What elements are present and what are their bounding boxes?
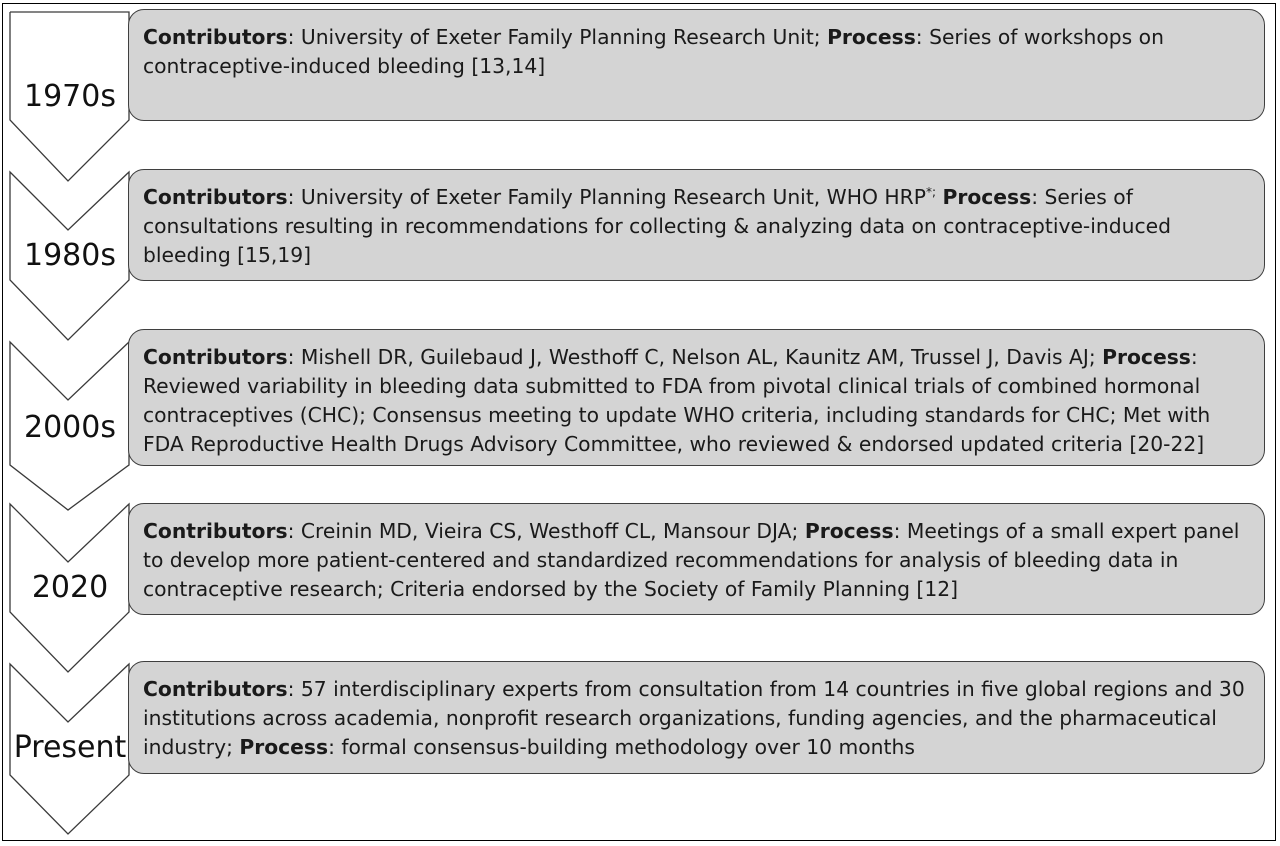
description-text: : Creinin MD, Vieira CS, Westhoff CL, Mansour DJA; (287, 519, 805, 543)
description-text: consultations resulting in recommendations for collecting & analyzing data on contraceptive-induced (143, 214, 1171, 238)
description-line (143, 733, 1252, 762)
description-line (143, 343, 1252, 372)
label-process: Process (239, 735, 329, 759)
description-text: : Meetings of a small expert panel (893, 519, 1240, 543)
description-text: bleeding [15,19] (143, 243, 312, 267)
milestone-box-2020 (128, 503, 1265, 615)
description-line (143, 430, 1252, 459)
description-line (143, 704, 1252, 733)
description-line (143, 517, 1252, 546)
description-text: : formal consensus-building methodology over 10 months (328, 735, 915, 759)
label-process: Process (804, 519, 894, 543)
description-text: : Mishell DR, Guilebaud J, Westhoff C, Nelson AL, Kaunitz AM, Trussel J, Davis AJ; (287, 345, 1103, 369)
description-text: industry; (143, 735, 240, 759)
label-process: Process (1102, 345, 1191, 369)
milestone-box-1970s (128, 9, 1265, 121)
era-label-2000s: 2000s (24, 410, 116, 445)
description-text: : Series of workshops on (915, 25, 1164, 49)
description-text: contraceptive-induced bleeding [13,14] (143, 54, 546, 78)
description-line (143, 372, 1252, 401)
era-label-present: Present (13, 730, 127, 765)
description-line (143, 575, 1252, 604)
description-line (143, 183, 1252, 212)
description-line (143, 23, 1252, 52)
description-text: *; (925, 185, 936, 200)
label-process: Process (827, 25, 916, 49)
era-label-1980s: 1980s (24, 238, 116, 273)
description-text: institutions across academia, nonprofit research organizations, funding agencies, and the pharmaceutical (143, 706, 1217, 730)
description-line (143, 675, 1252, 704)
description-line (143, 241, 1252, 270)
milestone-box-present (128, 661, 1265, 774)
description-line (143, 546, 1252, 575)
label-contributors: Contributors (143, 25, 288, 49)
description-text: : Series of (1031, 185, 1133, 209)
description-text: Reviewed variability in bleeding data submitted to FDA from pivotal clinical trials of combined hormonal (143, 374, 1201, 398)
era-label-2020: 2020 (31, 570, 109, 605)
description-text: to develop more patient-centered and standardized recommendations for analysis of bleeding data in (143, 548, 1179, 572)
description-text: : University of Exeter Family Planning Research Unit; (287, 25, 828, 49)
label-process: Process (942, 185, 1032, 209)
description-text: contraceptive research; Criteria endorsed by the Society of Family Planning [12] (143, 577, 959, 601)
label-contributors: Contributors (143, 677, 288, 701)
milestone-box-1980s (128, 169, 1265, 281)
era-label-1970s: 1970s (24, 79, 116, 114)
description-text: : 57 interdisciplinary experts from consultation from 14 countries in five global regions and 30 (287, 677, 1245, 701)
description-text: : University of Exeter Family Planning Research Unit, WHO HRP (287, 185, 926, 209)
label-contributors: Contributors (143, 185, 288, 209)
description-line (143, 52, 1252, 81)
description-line (143, 401, 1252, 430)
label-contributors: Contributors (143, 519, 288, 543)
milestone-box-2000s (128, 329, 1265, 466)
description-text: contraceptives (CHC); Consensus meeting to update WHO criteria, including standards for CHC; Met with (143, 403, 1211, 427)
description-text: : (1190, 345, 1198, 369)
label-contributors: Contributors (143, 345, 288, 369)
description-line (143, 212, 1252, 241)
description-text: FDA Reproductive Health Drugs Advisory Committee, who reviewed & endorsed updated criteria [20-22] (143, 432, 1205, 456)
